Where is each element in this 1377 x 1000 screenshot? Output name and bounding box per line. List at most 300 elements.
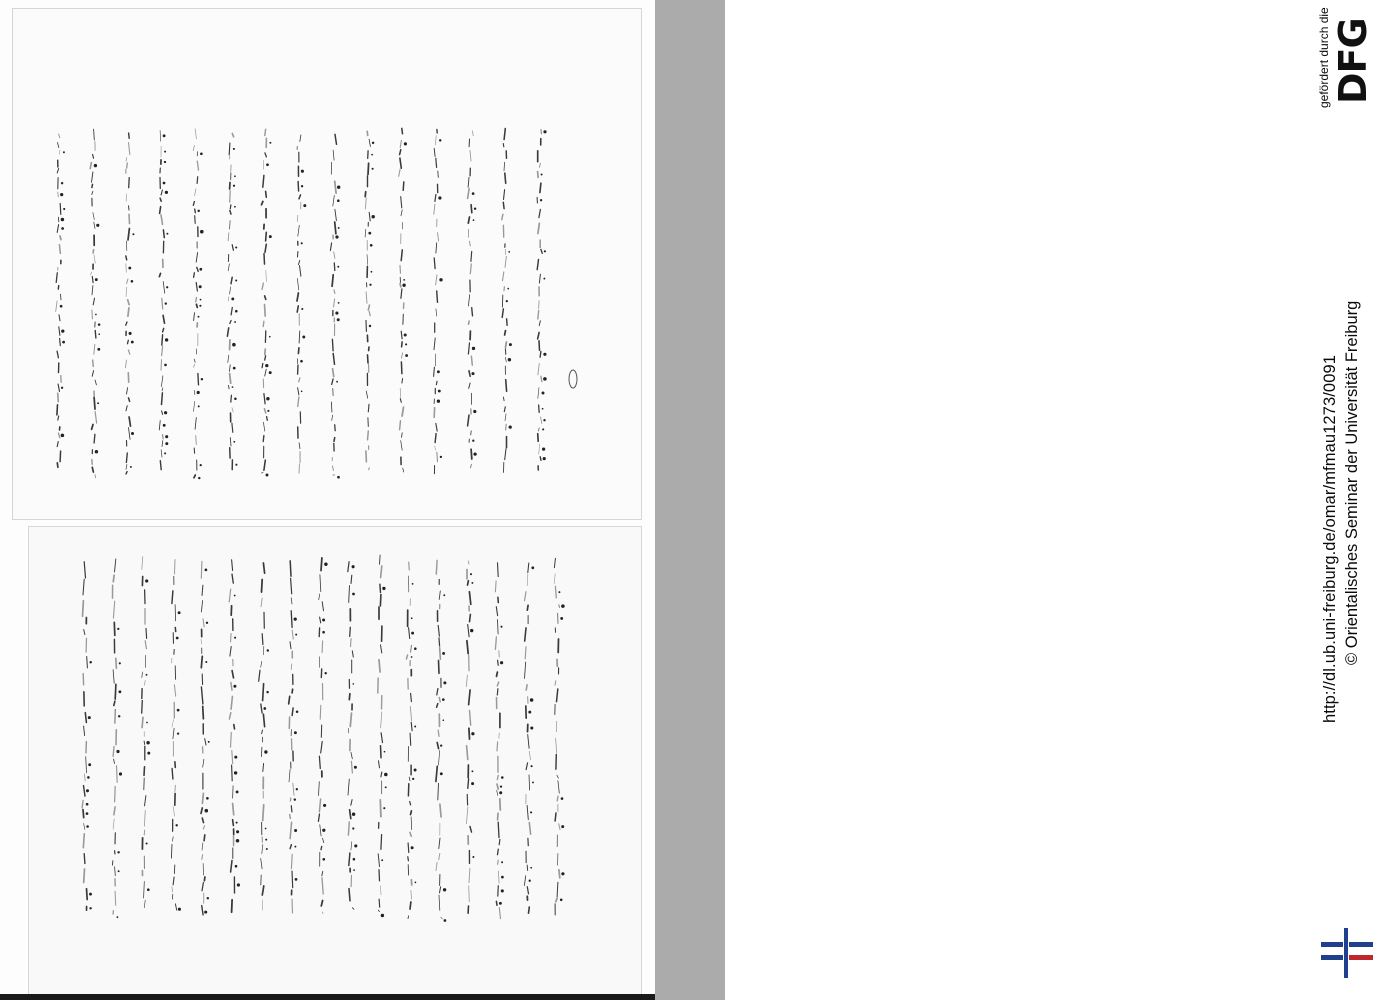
script-dot — [530, 726, 533, 729]
script-dot — [560, 899, 563, 902]
script-dot — [544, 250, 546, 252]
script-stroke — [351, 761, 352, 773]
script-dot — [354, 844, 357, 847]
script-stroke — [498, 563, 499, 577]
script-dot — [60, 193, 63, 196]
script-stroke — [526, 685, 527, 690]
script-stroke — [291, 855, 292, 869]
script-stroke — [193, 146, 194, 151]
script-stroke — [232, 134, 233, 137]
script-stroke — [144, 830, 145, 835]
script-stroke — [468, 779, 469, 788]
script-dot — [265, 364, 268, 367]
script-stroke — [290, 845, 291, 849]
script-stroke — [93, 298, 94, 305]
script-stroke — [408, 857, 409, 861]
script-dot — [412, 778, 414, 780]
script-stroke — [201, 687, 203, 704]
script-stroke — [195, 189, 196, 196]
script-stroke — [292, 708, 293, 716]
script-stroke — [369, 312, 370, 316]
script-stroke — [505, 173, 506, 183]
script-dot — [236, 830, 239, 833]
upper-folio — [12, 8, 642, 520]
script-stroke — [401, 362, 402, 374]
script-stroke — [117, 766, 118, 783]
script-dot — [232, 386, 234, 388]
script-stroke — [231, 733, 232, 748]
script-stroke — [175, 785, 176, 791]
script-stroke — [298, 261, 299, 265]
script-stroke — [529, 823, 530, 835]
script-stroke — [468, 561, 469, 564]
script-stroke — [468, 625, 469, 637]
script-dot — [439, 139, 441, 141]
script-stroke — [334, 252, 335, 259]
script-dot — [509, 343, 512, 346]
script-dot — [233, 685, 236, 688]
script-stroke — [90, 163, 91, 169]
script-stroke — [466, 675, 467, 686]
script-dot — [264, 750, 267, 753]
script-stroke — [175, 605, 176, 621]
script-stroke — [333, 369, 334, 377]
script-stroke — [94, 129, 95, 140]
script-stroke — [349, 586, 350, 603]
script-stroke — [291, 806, 292, 812]
script-dot — [145, 579, 148, 582]
script-stroke — [162, 388, 163, 391]
script-stroke — [261, 747, 262, 756]
script-stroke — [351, 800, 352, 806]
script-stroke — [401, 250, 402, 261]
script-stroke — [92, 310, 93, 319]
script-stroke — [352, 908, 354, 909]
script-stroke — [554, 558, 555, 567]
funding-note: gefördert durch die — [1317, 7, 1331, 108]
script-stroke — [381, 835, 382, 850]
script-stroke — [436, 243, 437, 253]
script-dot — [164, 161, 166, 163]
script-stroke — [435, 195, 436, 202]
script-stroke — [468, 189, 470, 199]
script-stroke — [529, 775, 530, 790]
script-dot — [470, 629, 473, 632]
script-dot — [236, 822, 238, 824]
script-dot — [507, 288, 509, 290]
script-dot — [499, 902, 502, 905]
script-dot — [95, 278, 98, 281]
script-stroke — [495, 637, 496, 649]
script-stroke — [232, 245, 233, 251]
script-dot — [509, 425, 512, 428]
script-stroke — [231, 861, 232, 873]
script-stroke — [402, 379, 403, 383]
script-stroke — [126, 406, 127, 411]
script-stroke — [441, 917, 442, 919]
script-stroke — [322, 641, 323, 653]
script-dot — [324, 672, 326, 674]
script-dot — [352, 565, 355, 568]
script-stroke — [202, 585, 203, 595]
copyright-notice: © Orientalisches Seminar der Universität Freiburg — [1343, 300, 1361, 665]
script-stroke — [57, 169, 58, 174]
script-dot — [95, 314, 97, 316]
script-stroke — [469, 886, 470, 902]
script-stroke — [230, 287, 231, 294]
script-stroke — [161, 190, 162, 195]
script-stroke — [409, 628, 410, 639]
script-stroke — [61, 294, 62, 300]
script-dot — [531, 566, 534, 569]
script-stroke — [114, 759, 115, 763]
script-stroke — [498, 871, 499, 883]
script-dot — [147, 752, 150, 755]
script-dot — [233, 148, 235, 150]
script-stroke — [266, 191, 267, 197]
script-stroke — [127, 388, 128, 394]
repository-sidebar — [655, 0, 1375, 1000]
script-stroke — [161, 376, 163, 387]
script-stroke — [160, 207, 161, 214]
script-stroke — [332, 415, 333, 420]
scan-edge — [0, 994, 655, 1000]
script-dot — [337, 186, 340, 189]
dfg-logo-text: DFG — [1331, 18, 1375, 104]
script-stroke — [92, 286, 93, 295]
script-stroke — [57, 225, 58, 233]
script-stroke — [58, 384, 59, 391]
script-stroke — [439, 660, 440, 673]
script-stroke — [369, 468, 370, 470]
script-dot — [368, 232, 371, 235]
script-stroke — [113, 575, 114, 581]
script-dot — [269, 371, 272, 374]
script-stroke — [335, 425, 336, 431]
script-stroke — [365, 229, 366, 237]
script-stroke — [503, 202, 504, 208]
script-dot — [369, 325, 371, 327]
script-stroke — [401, 210, 402, 216]
script-stroke — [194, 475, 195, 478]
script-stroke — [299, 331, 300, 343]
script-stroke — [527, 605, 528, 610]
script-dot — [443, 681, 446, 684]
script-stroke — [112, 861, 113, 865]
script-stroke — [525, 647, 526, 659]
script-stroke — [381, 712, 382, 728]
script-dot — [352, 827, 354, 829]
script-stroke — [410, 802, 411, 805]
script-dot — [132, 233, 134, 235]
script-dot — [322, 829, 325, 832]
script-stroke — [231, 308, 232, 315]
script-dot — [61, 329, 64, 332]
script-stroke — [83, 834, 84, 848]
script-dot — [372, 215, 375, 218]
script-stroke — [159, 421, 160, 430]
script-stroke — [231, 683, 232, 691]
script-stroke — [198, 374, 199, 385]
lower-folio — [28, 526, 642, 998]
script-stroke — [399, 169, 400, 176]
script-dot — [440, 772, 443, 775]
script-stroke — [335, 222, 336, 234]
script-stroke — [557, 882, 558, 897]
permalink-link[interactable]: http://dl.ub.uni-freiburg.de/omar/mfmau1273/0091 — [1321, 354, 1339, 723]
script-stroke — [401, 441, 403, 451]
script-stroke — [434, 367, 435, 376]
script-stroke — [401, 197, 402, 208]
script-stroke — [439, 750, 440, 765]
script-dot — [381, 859, 383, 861]
script-dot — [233, 441, 235, 443]
script-stroke — [334, 263, 335, 271]
script-stroke — [367, 131, 368, 135]
script-stroke — [349, 694, 350, 700]
script-stroke — [115, 684, 116, 699]
script-dot — [201, 378, 203, 380]
dfg-logo — [1331, 6, 1377, 110]
script-stroke — [409, 562, 410, 570]
script-stroke — [335, 209, 337, 220]
script-dot — [165, 302, 167, 304]
script-dot — [300, 360, 303, 363]
script-stroke — [266, 270, 267, 281]
script-dot — [543, 457, 546, 460]
script-stroke — [300, 266, 301, 277]
script-dot — [561, 825, 564, 828]
script-stroke — [529, 751, 530, 760]
script-stroke — [128, 308, 129, 316]
script-dot — [61, 434, 65, 438]
script-stroke — [203, 863, 204, 875]
script-dot — [381, 914, 384, 917]
upper-folio-script — [13, 9, 641, 519]
script-stroke — [290, 561, 291, 576]
script-dot — [543, 130, 546, 133]
script-stroke — [471, 464, 472, 468]
script-stroke — [292, 689, 293, 693]
script-dot — [63, 208, 65, 210]
script-stroke — [203, 826, 204, 829]
script-stroke — [228, 355, 229, 362]
script-dot — [405, 354, 408, 357]
script-stroke — [228, 264, 229, 271]
script-dot — [294, 798, 296, 800]
script-stroke — [468, 343, 469, 354]
script-stroke — [298, 182, 299, 192]
script-stroke — [365, 192, 366, 197]
script-stroke — [229, 589, 231, 602]
script-dot — [471, 582, 473, 584]
script-dot — [560, 617, 563, 620]
script-dot — [337, 266, 339, 268]
script-dot — [163, 424, 166, 427]
script-stroke — [498, 886, 499, 896]
script-stroke — [469, 728, 470, 739]
script-stroke — [499, 839, 500, 844]
script-stroke — [378, 910, 379, 912]
script-dot — [61, 387, 63, 389]
script-dot — [89, 893, 92, 896]
script-dot — [411, 656, 413, 658]
script-stroke — [95, 475, 96, 478]
script-stroke — [331, 402, 332, 412]
script-stroke — [319, 799, 320, 812]
script-dot — [197, 391, 200, 394]
script-stroke — [263, 563, 264, 573]
script-stroke — [411, 722, 412, 730]
script-stroke — [554, 574, 555, 584]
script-stroke — [439, 838, 440, 848]
script-stroke — [436, 766, 437, 781]
script-dot — [384, 773, 388, 777]
script-dot — [472, 192, 475, 195]
script-stroke — [262, 844, 263, 853]
script-stroke — [232, 574, 233, 583]
script-stroke — [113, 819, 114, 830]
script-stroke — [503, 272, 504, 281]
script-stroke — [144, 900, 145, 908]
script-stroke — [332, 339, 333, 351]
script-dot — [471, 732, 474, 735]
script-stroke — [334, 299, 335, 307]
script-stroke — [230, 374, 231, 384]
script-stroke — [409, 777, 410, 781]
script-stroke — [503, 397, 504, 401]
script-dot — [231, 297, 234, 300]
script-stroke — [334, 438, 335, 442]
script-stroke — [500, 799, 501, 810]
script-stroke — [60, 236, 61, 240]
script-stroke — [400, 140, 401, 147]
script-stroke — [265, 305, 266, 316]
script-stroke — [381, 645, 382, 653]
script-stroke — [469, 321, 470, 324]
script-stroke — [196, 304, 197, 307]
script-dot — [98, 323, 101, 326]
script-stroke — [196, 253, 197, 263]
script-dot — [302, 336, 305, 339]
script-dot — [301, 390, 303, 392]
script-dot — [471, 770, 473, 772]
script-stroke — [538, 172, 539, 178]
script-stroke — [202, 883, 203, 891]
script-stroke — [468, 295, 469, 306]
script-dot — [372, 168, 374, 170]
script-stroke — [113, 747, 114, 757]
script-stroke — [297, 279, 298, 290]
script-stroke — [320, 617, 321, 623]
script-stroke — [263, 805, 264, 821]
script-dot — [322, 858, 325, 861]
script-stroke — [434, 258, 435, 269]
script-dot — [403, 279, 405, 281]
script-stroke — [496, 607, 497, 616]
script-stroke — [94, 345, 95, 355]
script-dot — [354, 766, 357, 769]
script-stroke — [202, 818, 203, 823]
script-stroke — [434, 204, 435, 214]
script-dot — [234, 771, 237, 774]
script-dot — [542, 428, 544, 430]
script-stroke — [94, 434, 95, 443]
script-stroke — [468, 415, 469, 426]
script-stroke — [175, 560, 176, 574]
script-stroke — [525, 592, 527, 601]
script-stroke — [262, 886, 264, 895]
script-stroke — [114, 701, 115, 705]
script-stroke — [129, 178, 130, 188]
script-dot — [440, 456, 442, 458]
script-stroke — [145, 681, 146, 686]
script-dot — [86, 812, 89, 815]
script-dot — [437, 370, 440, 373]
script-stroke — [292, 871, 293, 888]
script-stroke — [559, 824, 560, 830]
script-stroke — [289, 769, 290, 782]
script-stroke — [402, 342, 403, 347]
script-stroke — [293, 783, 294, 795]
script-dot — [442, 652, 445, 655]
script-dot — [542, 392, 545, 395]
script-stroke — [381, 566, 382, 578]
script-stroke — [115, 891, 116, 905]
script-stroke — [57, 405, 58, 415]
script-dot — [295, 878, 298, 881]
script-dot — [97, 348, 100, 351]
script-stroke — [230, 438, 231, 446]
script-dot — [532, 781, 534, 783]
script-stroke — [202, 843, 203, 850]
script-stroke — [229, 143, 230, 155]
script-dot — [198, 477, 200, 479]
script-dot — [530, 811, 532, 813]
script-stroke — [438, 625, 439, 636]
script-stroke — [159, 273, 160, 276]
script-stroke — [128, 229, 129, 240]
script-dot — [500, 661, 503, 664]
script-dot — [62, 341, 65, 344]
script-dot — [235, 279, 237, 281]
script-stroke — [469, 690, 471, 705]
script-stroke — [539, 163, 540, 167]
script-stroke — [400, 150, 401, 155]
script-dot — [301, 170, 304, 173]
script-stroke — [538, 223, 540, 233]
script-stroke — [267, 417, 268, 421]
script-dot — [301, 242, 303, 244]
script-stroke — [194, 390, 195, 394]
script-stroke — [262, 730, 263, 734]
script-stroke — [201, 562, 202, 579]
script-dot — [530, 867, 532, 869]
script-stroke — [411, 645, 412, 652]
script-stroke — [527, 887, 528, 894]
script-stroke — [366, 292, 367, 303]
script-stroke — [507, 319, 508, 326]
script-stroke — [228, 233, 229, 241]
script-stroke — [349, 889, 350, 901]
script-stroke — [539, 444, 540, 454]
script-stroke — [498, 822, 499, 837]
script-dot — [118, 715, 120, 717]
script-stroke — [539, 428, 540, 431]
script-stroke — [162, 298, 163, 309]
script-stroke — [539, 301, 540, 309]
script-stroke — [84, 774, 85, 781]
